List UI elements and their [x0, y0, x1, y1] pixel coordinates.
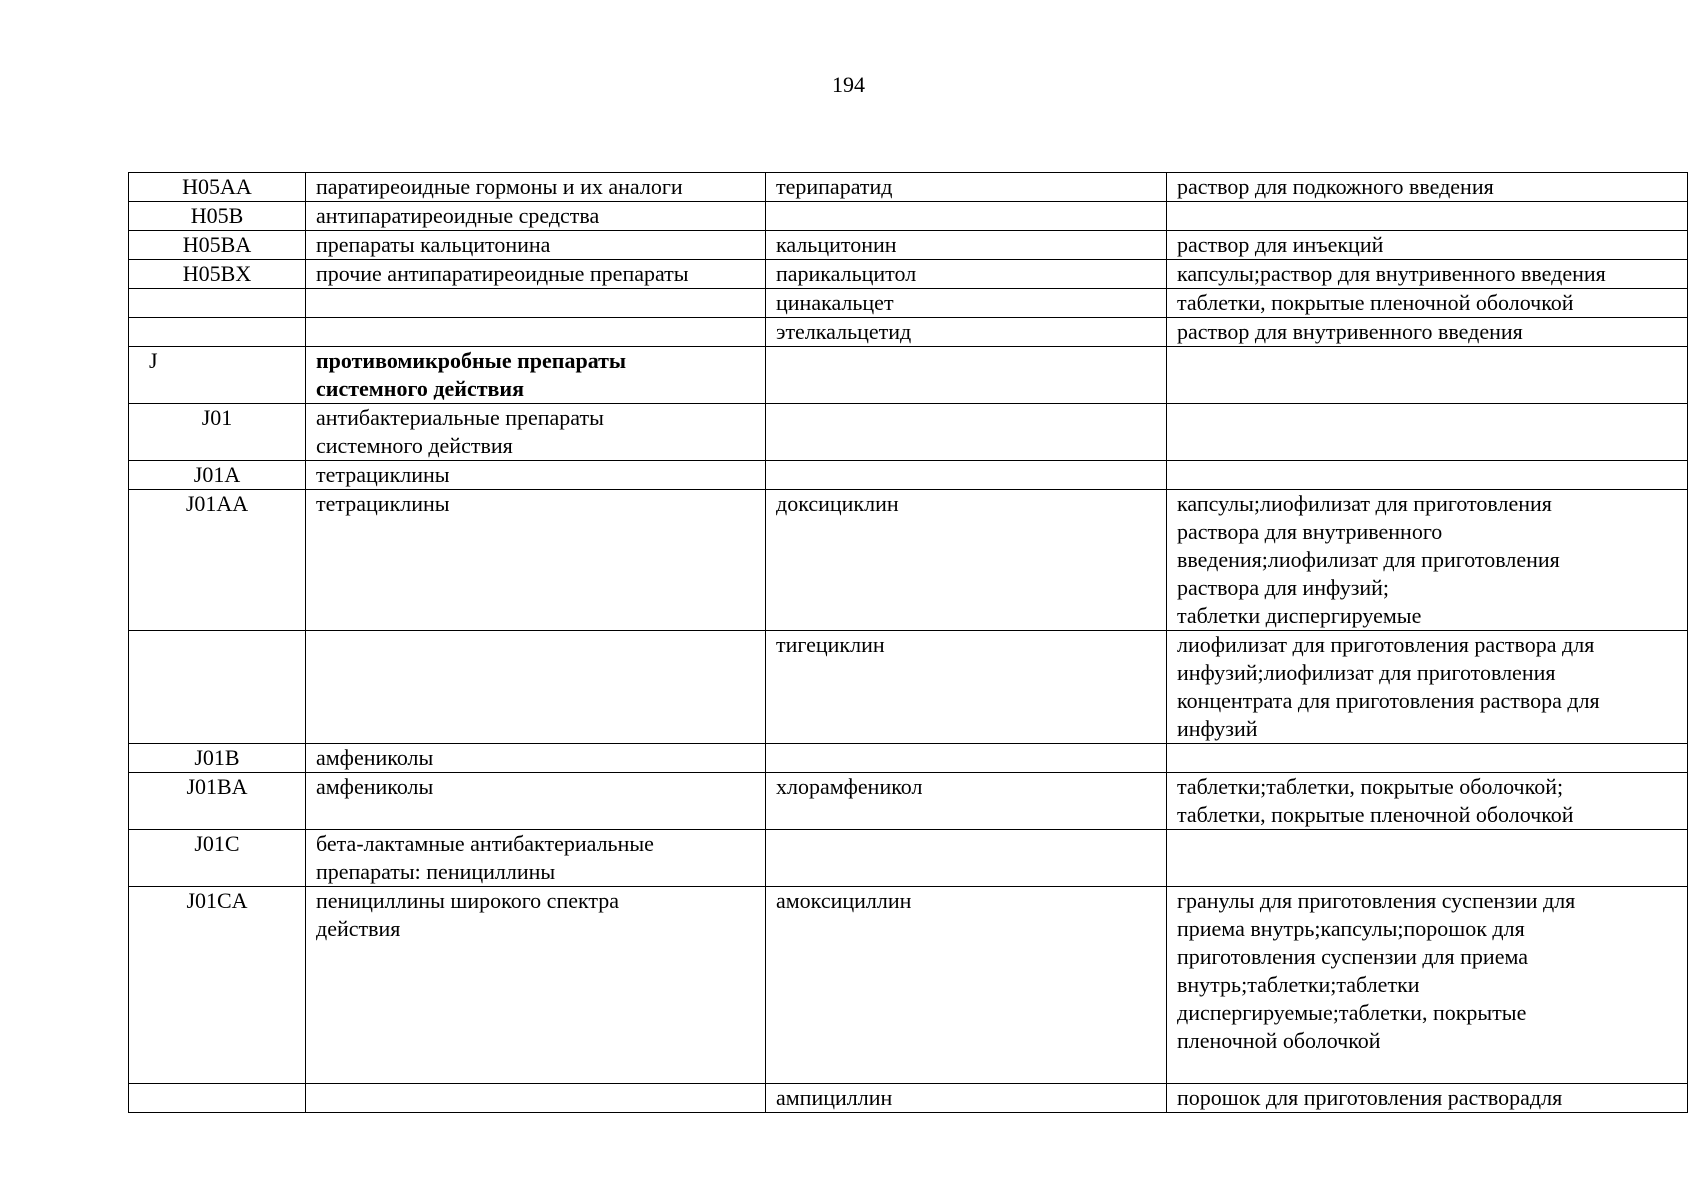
atc-code-cell: J01CA: [129, 887, 306, 1084]
table-row: [129, 461, 1688, 490]
dosage-form-cell: [1167, 830, 1688, 887]
atc-code-cell: [129, 289, 306, 318]
dosage-form-cell: капсулы;лиофилизат для приготовления раствора для внутривенного введения;лиофилизат для приготовления раствора для инфузий; таблетки диспергируемые: [1167, 490, 1688, 631]
table-row: [129, 404, 1688, 461]
dosage-form-cell: [1167, 744, 1688, 773]
group-cell: прочие антипаратиреоидные препараты: [306, 260, 766, 289]
dosage-form-cell: капсулы;раствор для внутривенного введения: [1167, 260, 1688, 289]
dosage-form-cell: порошок для приготовления растворадля: [1167, 1084, 1688, 1113]
group-cell: [306, 1084, 766, 1113]
atc-code-cell: J01B: [129, 744, 306, 773]
drug-cell: этелкальцетид: [766, 318, 1167, 347]
dosage-form-cell: раствор для внутривенного введения: [1167, 318, 1688, 347]
table-row: [129, 830, 1688, 887]
drug-cell: доксициклин: [766, 490, 1167, 631]
group-cell: [306, 631, 766, 744]
drug-cell: парикальцитол: [766, 260, 1167, 289]
drug-cell: [766, 744, 1167, 773]
atc-code-cell: H05BX: [129, 260, 306, 289]
table-row: [129, 173, 1688, 202]
dosage-form-cell: таблетки;таблетки, покрытые оболочкой; таблетки, покрытые пленочной оболочкой: [1167, 773, 1688, 830]
drug-cell: амоксициллин: [766, 887, 1167, 1084]
dosage-form-cell: раствор для подкожного введения: [1167, 173, 1688, 202]
group-cell: паратиреоидные гормоны и их аналоги: [306, 173, 766, 202]
table-row: [129, 631, 1688, 744]
atc-code-cell: J01BA: [129, 773, 306, 830]
drug-cell: цинакальцет: [766, 289, 1167, 318]
drug-cell: [766, 830, 1167, 887]
drug-cell: [766, 404, 1167, 461]
group-cell: препараты кальцитонина: [306, 231, 766, 260]
group-cell: пенициллины широкого спектра действия: [306, 887, 766, 1084]
atc-code-cell: [129, 631, 306, 744]
dosage-form-cell: [1167, 461, 1688, 490]
table-row: [129, 773, 1688, 830]
table-row: [129, 318, 1688, 347]
atc-code-cell: J01C: [129, 830, 306, 887]
dosage-form-cell: раствор для инъекций: [1167, 231, 1688, 260]
group-cell: бета-лактамные антибактериальные препараты: пенициллины: [306, 830, 766, 887]
dosage-form-cell: [1167, 347, 1688, 404]
table-row: [129, 887, 1688, 1084]
group-cell: противомикробные препараты системного действия: [306, 347, 766, 404]
table-row: [129, 289, 1688, 318]
dosage-form-cell: [1167, 202, 1688, 231]
atc-code-cell: H05BA: [129, 231, 306, 260]
group-cell: амфениколы: [306, 773, 766, 830]
atc-code-cell: J01A: [129, 461, 306, 490]
atc-code-cell: [129, 318, 306, 347]
group-cell: тетрациклины: [306, 490, 766, 631]
dosage-form-cell: [1167, 404, 1688, 461]
atc-code-cell: J: [129, 347, 306, 404]
table-row: [129, 490, 1688, 631]
atc-code-cell: H05AA: [129, 173, 306, 202]
drug-cell: кальцитонин: [766, 231, 1167, 260]
group-cell: антипаратиреоидные средства: [306, 202, 766, 231]
table-row: [129, 231, 1688, 260]
dosage-form-cell: таблетки, покрытые пленочной оболочкой: [1167, 289, 1688, 318]
table-row: [129, 347, 1688, 404]
table-row: [129, 1084, 1688, 1113]
atc-code-cell: [129, 1084, 306, 1113]
drug-cell: [766, 347, 1167, 404]
dosage-form-cell: гранулы для приготовления суспензии для приема внутрь;капсулы;порошок для приготовления суспензии для приема внутрь;таблетки;таблетки диспергируемые;таблетки, покрытые пленочной оболочкой: [1167, 887, 1688, 1084]
drug-table: [128, 172, 1688, 1113]
group-cell: амфениколы: [306, 744, 766, 773]
atc-code-cell: H05B: [129, 202, 306, 231]
table-row: [129, 260, 1688, 289]
dosage-form-cell: лиофилизат для приготовления раствора для инфузий;лиофилизат для приготовления концентрата для приготовления раствора для инфузий: [1167, 631, 1688, 744]
atc-code-cell: J01: [129, 404, 306, 461]
group-cell: антибактериальные препараты системного действия: [306, 404, 766, 461]
group-cell: тетрациклины: [306, 461, 766, 490]
table-row: [129, 202, 1688, 231]
drug-cell: тигециклин: [766, 631, 1167, 744]
drug-cell: [766, 202, 1167, 231]
group-cell: [306, 289, 766, 318]
page-number: 194: [832, 72, 865, 97]
drug-cell: [766, 461, 1167, 490]
group-cell: [306, 318, 766, 347]
table-row: [129, 744, 1688, 773]
atc-code-cell: J01AA: [129, 490, 306, 631]
drug-cell: терипаратид: [766, 173, 1167, 202]
drug-cell: ампициллин: [766, 1084, 1167, 1113]
drug-cell: хлорамфеникол: [766, 773, 1167, 830]
